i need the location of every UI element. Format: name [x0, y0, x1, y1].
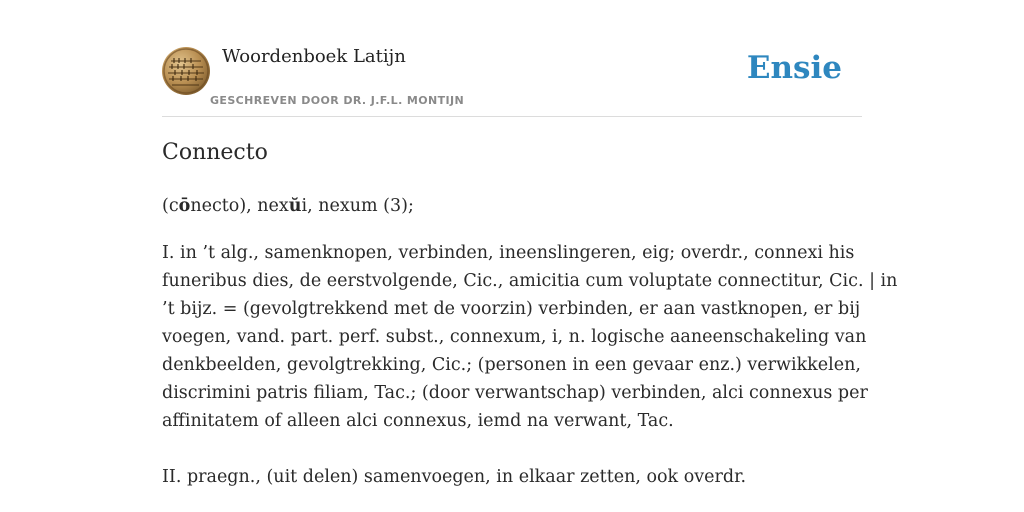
book-title[interactable]: Woordenboek Latijn	[222, 46, 406, 67]
paragraph-line: voegen, vand. part. perf. subst., connexum, i, n. logische aaneenschakeling van	[162, 327, 867, 347]
brand-logo[interactable]: Ensie	[746, 50, 842, 86]
definition-paragraph-2: II. praegn., (uit delen) samenvoegen, in elkaar zetten, ook overdr.	[162, 467, 747, 487]
coin-inscription-icon[interactable]	[162, 47, 210, 95]
forms-part: (c	[162, 196, 179, 216]
page-header	[162, 44, 862, 117]
entry-forms	[162, 192, 862, 220]
paragraph-line: I. in ’t alg., samenknopen, verbinden, ineenslingeren, eig; overdr., connexi his	[162, 243, 855, 263]
definition-paragraph-1	[162, 239, 898, 435]
entry-title: Connecto	[162, 140, 268, 165]
paragraph-line: funeribus dies, de eerstvolgende, Cic., amicitia cum voluptate connectitur, Cic. | in	[162, 271, 898, 291]
author-byline: GESCHREVEN DOOR DR. J.F.L. MONTIJN	[210, 94, 465, 107]
paragraph-line: ’t bijz. = (gevolgtrekkend met de voorzin) verbinden, er aan vastknopen, er bij	[162, 299, 861, 319]
forms-part: i, nexum (3);	[301, 196, 414, 216]
paragraph-line: denkbeelden, gevolgtrekking, Cic.; (personen in een gevaar enz.) verwikkelen,	[162, 355, 861, 375]
forms-macron: ō	[178, 196, 191, 216]
forms-part: necto), nex	[190, 196, 289, 216]
paragraph-line: affinitatem of alleen alci connexus, iemd na verwant, Tac.	[162, 411, 674, 431]
forms-breve: ŭ	[288, 196, 302, 216]
paragraph-line: discrimini patris filiam, Tac.; (door verwantschap) verbinden, alci connexus per	[162, 383, 868, 403]
